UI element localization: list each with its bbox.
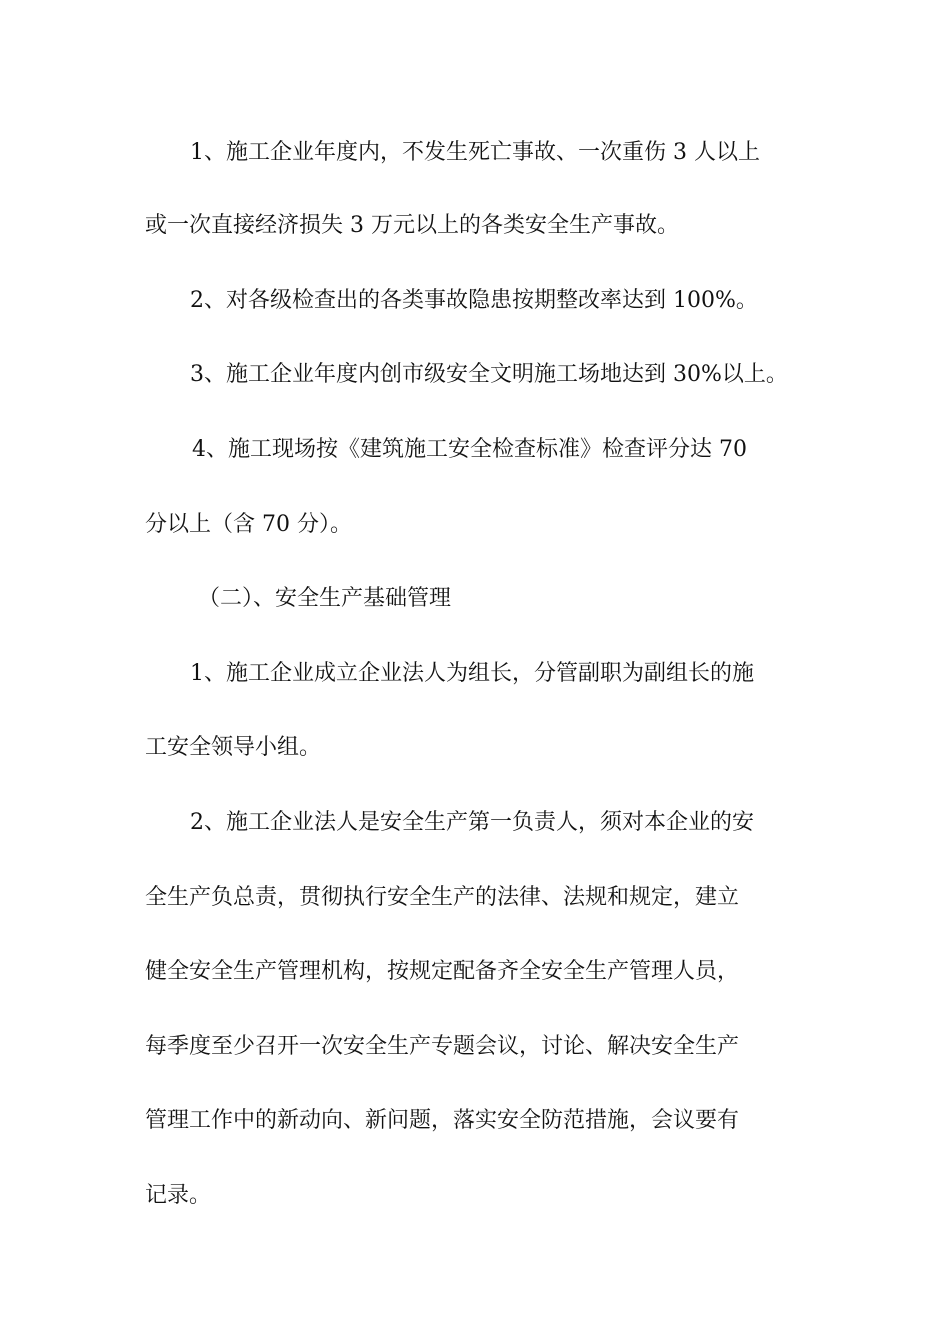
section-heading: （二）、安全生产基础管理	[198, 586, 452, 611]
paragraph-line-12: 每季度至少召开一次安全生产专题会议，讨论、解决安全生产	[145, 1034, 740, 1059]
paragraph-line-7: 1、施工企业成立企业法人为组长，分管副职为副组长的施	[190, 661, 754, 686]
paragraph-line-10: 全生产负总责，贯彻执行安全生产的法律、法规和规定，建立	[145, 885, 740, 910]
paragraph-line-4: 3、施工企业年度内创市级安全文明施工场地达到 30%以上。	[190, 362, 788, 387]
paragraph-line-11: 健全安全生产管理机构，按规定配备齐全安全生产管理人员，	[145, 959, 740, 984]
paragraph-line-1: 1、施工企业年度内，不发生死亡事故、一次重伤 3 人以上	[190, 140, 760, 165]
paragraph-line-6: 分以上（含 70 分）。	[145, 512, 352, 537]
paragraph-line-3: 2、对各级检查出的各类事故隐患按期整改率达到 100%。	[190, 288, 758, 313]
paragraph-line-5: 4、施工现场按《建筑施工安全检查标准》检查评分达 70	[192, 437, 747, 462]
paragraph-line-9: 2、施工企业法人是安全生产第一负责人，须对本企业的安	[190, 810, 754, 835]
paragraph-line-13: 管理工作中的新动向、新问题，落实安全防范措施，会议要有	[145, 1108, 740, 1133]
paragraph-line-14: 记录。	[145, 1183, 212, 1208]
paragraph-line-2: 或一次直接经济损失 3 万元以上的各类安全生产事故。	[145, 213, 679, 238]
paragraph-line-8: 工安全领导小组。	[145, 735, 322, 760]
